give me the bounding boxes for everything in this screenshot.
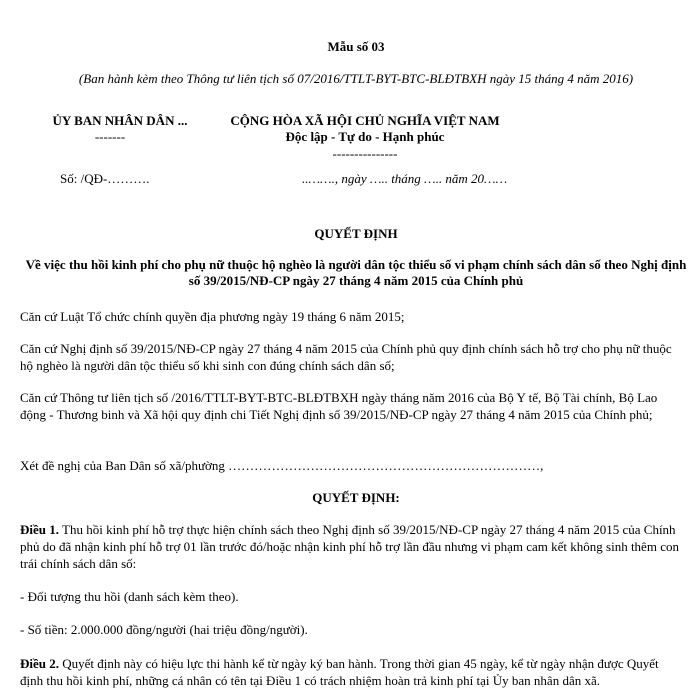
preamble-circular: Căn cứ Thông tư liên tịch số /2016/TTLT-BYT-BTC-BLĐTBXH ngày tháng năm 2016 của Bộ Y tế, Bộ Tài chính, Bộ Lao động - Thương binh và Xã hội quy định chi Tiết Nghị định số 39/2015/NĐ-CP ngày 27 tháng 4 năm 2015 của Chính phủ;: [20, 390, 658, 422]
decide-title: QUYẾT ĐỊNH:: [312, 490, 400, 505]
preamble-proposal: Xét đề nghị của Ban Dân số xã/phường ………………………………………………………………,: [20, 458, 544, 473]
article-1-label: Điều 1.: [20, 522, 59, 537]
header-country: CỘNG HÒA XÃ HỘI CHỦ NGHĨA VIỆT NAM: [230, 113, 500, 128]
header-left-dashes: -------: [94, 129, 126, 144]
article-2: [20, 655, 680, 689]
article-2-text: Quyết định này có hiệu lực thi hành kể từ ngày ký ban hành. Trong thời gian 45 ngày, kể từ ngày nhận được Quyết định thu hồi kinh phí, những cá nhân có tên tại Điều 1 có trách nhiệm hoàn trả kinh phí tại Ủy ban nhân dân xã.: [20, 656, 659, 688]
header-motto: Độc lập - Tự do - Hạnh phúc: [285, 129, 445, 144]
article-1-item-amount: - Số tiền: 2.000.000 đồng/người (hai triệu đồng/người).: [20, 622, 308, 637]
document-title: QUYẾT ĐỊNH: [314, 226, 398, 241]
preamble-decree: Căn cứ Nghị định số 39/2015/NĐ-CP ngày 27 tháng 4 năm 2015 của Chính phủ quy định chính sách hỗ trợ cho phụ nữ thuộc hộ nghèo là người dân tộc thiểu số khi sinh con đúng chính sách dân số;: [20, 341, 672, 373]
document-number: Số: /QĐ-……….: [60, 171, 150, 186]
issued-note: (Ban hành kèm theo Thông tư liên tịch số 07/2016/TTLT-BYT-BTC-BLĐTBXH ngày 15 tháng 4 năm 2016): [78, 71, 634, 86]
document-subject: Về việc thu hồi kinh phí cho phụ nữ thuộc hộ nghèo là người dân tộc thiểu số vi phạm chính sách dân số theo Nghị định số 39/2015/NĐ-CP ngày 27 tháng 4 năm 2015 của Chính phủ: [25, 257, 687, 288]
article-2-label: Điều 2.: [20, 656, 59, 671]
article-1-item-target: - Đối tượng thu hồi (danh sách kèm theo).: [20, 589, 239, 604]
article-1: [20, 521, 680, 572]
header-right-dashes: ---------------: [332, 146, 398, 161]
document-date: ..……., ngày ….. tháng ….. năm 20……: [302, 171, 508, 186]
form-number: Mẫu số 03: [327, 39, 385, 54]
preamble-law: Căn cứ Luật Tổ chức chính quyền địa phương ngày 19 tháng 6 năm 2015;: [20, 309, 405, 324]
article-1-text: Thu hồi kinh phí hỗ trợ thực hiện chính sách theo Nghị định số 39/2015/NĐ-CP ngày 27 tháng 4 năm 2015 của Chính phủ do đã nhận kinh phí hỗ trợ 01 lần trước đó/hoặc nhận kinh phí hỗ trợ lần đầu nhưng vi phạm cam kết không sinh thêm con trái chính sách dân số:: [20, 522, 679, 571]
header-left-org: ỦY BAN NHÂN DÂN ...: [52, 113, 188, 128]
